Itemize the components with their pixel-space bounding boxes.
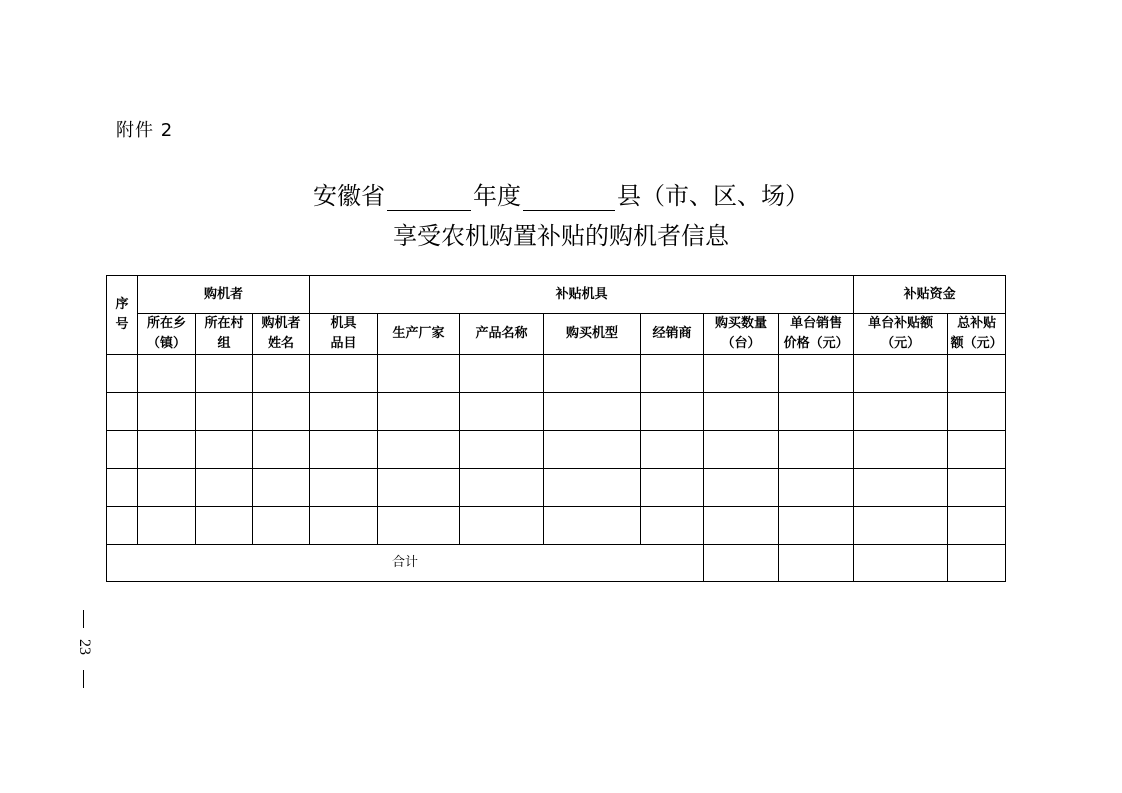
- table-cell[interactable]: [460, 431, 544, 469]
- title-province: 安徽省: [313, 182, 385, 210]
- table-cell[interactable]: [378, 431, 460, 469]
- table-cell[interactable]: [460, 355, 544, 393]
- table-row: [107, 355, 1006, 393]
- funds-group-header: 补贴资金: [854, 276, 1006, 314]
- page-number-text: 23: [76, 639, 93, 655]
- dealer-header: 经销商: [641, 314, 704, 355]
- unit-subsidy-header: [854, 314, 948, 355]
- table-cell[interactable]: [460, 393, 544, 431]
- table-cell[interactable]: [460, 507, 544, 545]
- model-header: 购买机型: [544, 314, 641, 355]
- table-cell[interactable]: [854, 507, 948, 545]
- table-cell[interactable]: [948, 431, 1006, 469]
- table-cell[interactable]: [704, 355, 779, 393]
- quantity-header-line2: （台）: [721, 336, 761, 351]
- table-cell[interactable]: [196, 507, 253, 545]
- table-cell[interactable]: [310, 431, 378, 469]
- township-header-line1: 所在乡: [146, 316, 186, 331]
- total-subsidy-cell[interactable]: [948, 545, 1006, 582]
- table-cell[interactable]: [948, 355, 1006, 393]
- table-cell[interactable]: [107, 355, 138, 393]
- table-cell[interactable]: [253, 469, 310, 507]
- unit-subsidy-header-line2: （元）: [881, 336, 921, 351]
- table-cell[interactable]: [196, 469, 253, 507]
- total-row: [107, 545, 1006, 582]
- machine-item-header-line2: 品目: [330, 336, 357, 351]
- township-header: [138, 314, 196, 355]
- table-cell[interactable]: [779, 355, 854, 393]
- table-cell[interactable]: [704, 431, 779, 469]
- table-cell[interactable]: [138, 431, 196, 469]
- title-line-1: [0, 176, 1122, 211]
- table-cell[interactable]: [704, 507, 779, 545]
- year-blank: [387, 184, 471, 211]
- village-header-line2: 组: [217, 336, 231, 351]
- table-cell[interactable]: [779, 507, 854, 545]
- table-cell[interactable]: [704, 469, 779, 507]
- table-cell[interactable]: [948, 507, 1006, 545]
- table-cell[interactable]: [854, 431, 948, 469]
- index-header-line2: 号: [115, 317, 129, 332]
- township-header-line2: （镇）: [146, 336, 186, 351]
- total-unit-subsidy-cell[interactable]: [854, 545, 948, 582]
- table-cell[interactable]: [641, 507, 704, 545]
- data-rows: [107, 355, 1006, 545]
- index-header: [107, 276, 138, 355]
- total-subsidy-header-line1: 总补贴: [957, 316, 997, 331]
- table-cell[interactable]: [854, 469, 948, 507]
- product-name-header: 产品名称: [460, 314, 544, 355]
- table-cell[interactable]: [253, 355, 310, 393]
- table-cell[interactable]: [196, 393, 253, 431]
- title-line-2: 享受农机购置补贴的购机者信息: [393, 222, 729, 250]
- table-cell[interactable]: [948, 469, 1006, 507]
- table-cell[interactable]: [310, 507, 378, 545]
- unit-price-header-line2: 价格（元）: [783, 336, 849, 351]
- county-blank: [523, 184, 615, 211]
- table-cell[interactable]: [138, 393, 196, 431]
- buyer-name-header: [253, 314, 310, 355]
- table-cell[interactable]: [196, 355, 253, 393]
- table-cell[interactable]: [310, 469, 378, 507]
- machine-item-header: [310, 314, 378, 355]
- village-header-line1: 所在村: [204, 316, 244, 331]
- table-cell[interactable]: [107, 393, 138, 431]
- machine-group-header: 补贴机具: [310, 276, 854, 314]
- buyer-name-header-line2: 姓名: [268, 336, 295, 351]
- buyer-name-header-line1: 购机者: [261, 316, 301, 331]
- table-cell[interactable]: [253, 393, 310, 431]
- page-number: [72, 610, 96, 688]
- table-cell[interactable]: [641, 355, 704, 393]
- table-cell[interactable]: [704, 393, 779, 431]
- page-number-dash-top: [83, 610, 84, 628]
- table-cell[interactable]: [107, 431, 138, 469]
- table-cell[interactable]: [253, 431, 310, 469]
- table-cell[interactable]: [310, 355, 378, 393]
- table-cell[interactable]: [641, 431, 704, 469]
- table-row: [107, 507, 1006, 545]
- title-county: 县（市、区、场）: [617, 182, 809, 210]
- table-cell[interactable]: [544, 469, 641, 507]
- table-cell[interactable]: [854, 355, 948, 393]
- table-cell[interactable]: [779, 393, 854, 431]
- table-cell[interactable]: [378, 355, 460, 393]
- table-cell[interactable]: [107, 469, 138, 507]
- table-cell[interactable]: [641, 469, 704, 507]
- table-cell[interactable]: [253, 507, 310, 545]
- column-header-row: [107, 314, 1006, 355]
- unit-subsidy-header-line1: 单台补贴额: [868, 316, 934, 331]
- group-header-row: [107, 276, 1006, 314]
- total-unit-price-cell[interactable]: [779, 545, 854, 582]
- table-cell[interactable]: [138, 355, 196, 393]
- total-quantity-cell[interactable]: [704, 545, 779, 582]
- table-cell[interactable]: [378, 507, 460, 545]
- attachment-label: 附件 2: [116, 120, 174, 141]
- total-subsidy-header-line2: 额（元）: [950, 336, 1003, 351]
- table-cell[interactable]: [460, 469, 544, 507]
- table-cell[interactable]: [641, 393, 704, 431]
- table-cell[interactable]: [544, 393, 641, 431]
- manufacturer-header: 生产厂家: [378, 314, 460, 355]
- table-cell[interactable]: [138, 507, 196, 545]
- table-cell[interactable]: [138, 469, 196, 507]
- index-header-line1: 序: [115, 297, 129, 312]
- quantity-header-line1: 购买数量: [715, 316, 768, 331]
- table-cell[interactable]: [948, 393, 1006, 431]
- table-cell[interactable]: [310, 393, 378, 431]
- table-row: [107, 469, 1006, 507]
- table-cell[interactable]: [378, 469, 460, 507]
- table-row: [107, 393, 1006, 431]
- buyer-group-header: 购机者: [138, 276, 310, 314]
- table-cell[interactable]: [779, 469, 854, 507]
- village-header: [196, 314, 253, 355]
- table-cell[interactable]: [107, 507, 138, 545]
- unit-price-header-line1: 单台销售: [790, 316, 843, 331]
- table-cell[interactable]: [779, 431, 854, 469]
- table-cell[interactable]: [854, 393, 948, 431]
- table-cell[interactable]: [544, 355, 641, 393]
- table-cell[interactable]: [544, 507, 641, 545]
- table-row: [107, 431, 1006, 469]
- table-cell[interactable]: [196, 431, 253, 469]
- unit-price-header: [779, 314, 854, 355]
- table-cell[interactable]: [544, 431, 641, 469]
- title-year: 年度: [473, 182, 521, 210]
- quantity-header: [704, 314, 779, 355]
- machine-item-header-line1: 机具: [330, 316, 357, 331]
- table-cell[interactable]: [378, 393, 460, 431]
- total-label: 合计: [107, 545, 704, 582]
- buyer-info-table: [106, 275, 1006, 582]
- page-number-dash-bottom: [83, 670, 84, 688]
- total-subsidy-header: [948, 314, 1006, 355]
